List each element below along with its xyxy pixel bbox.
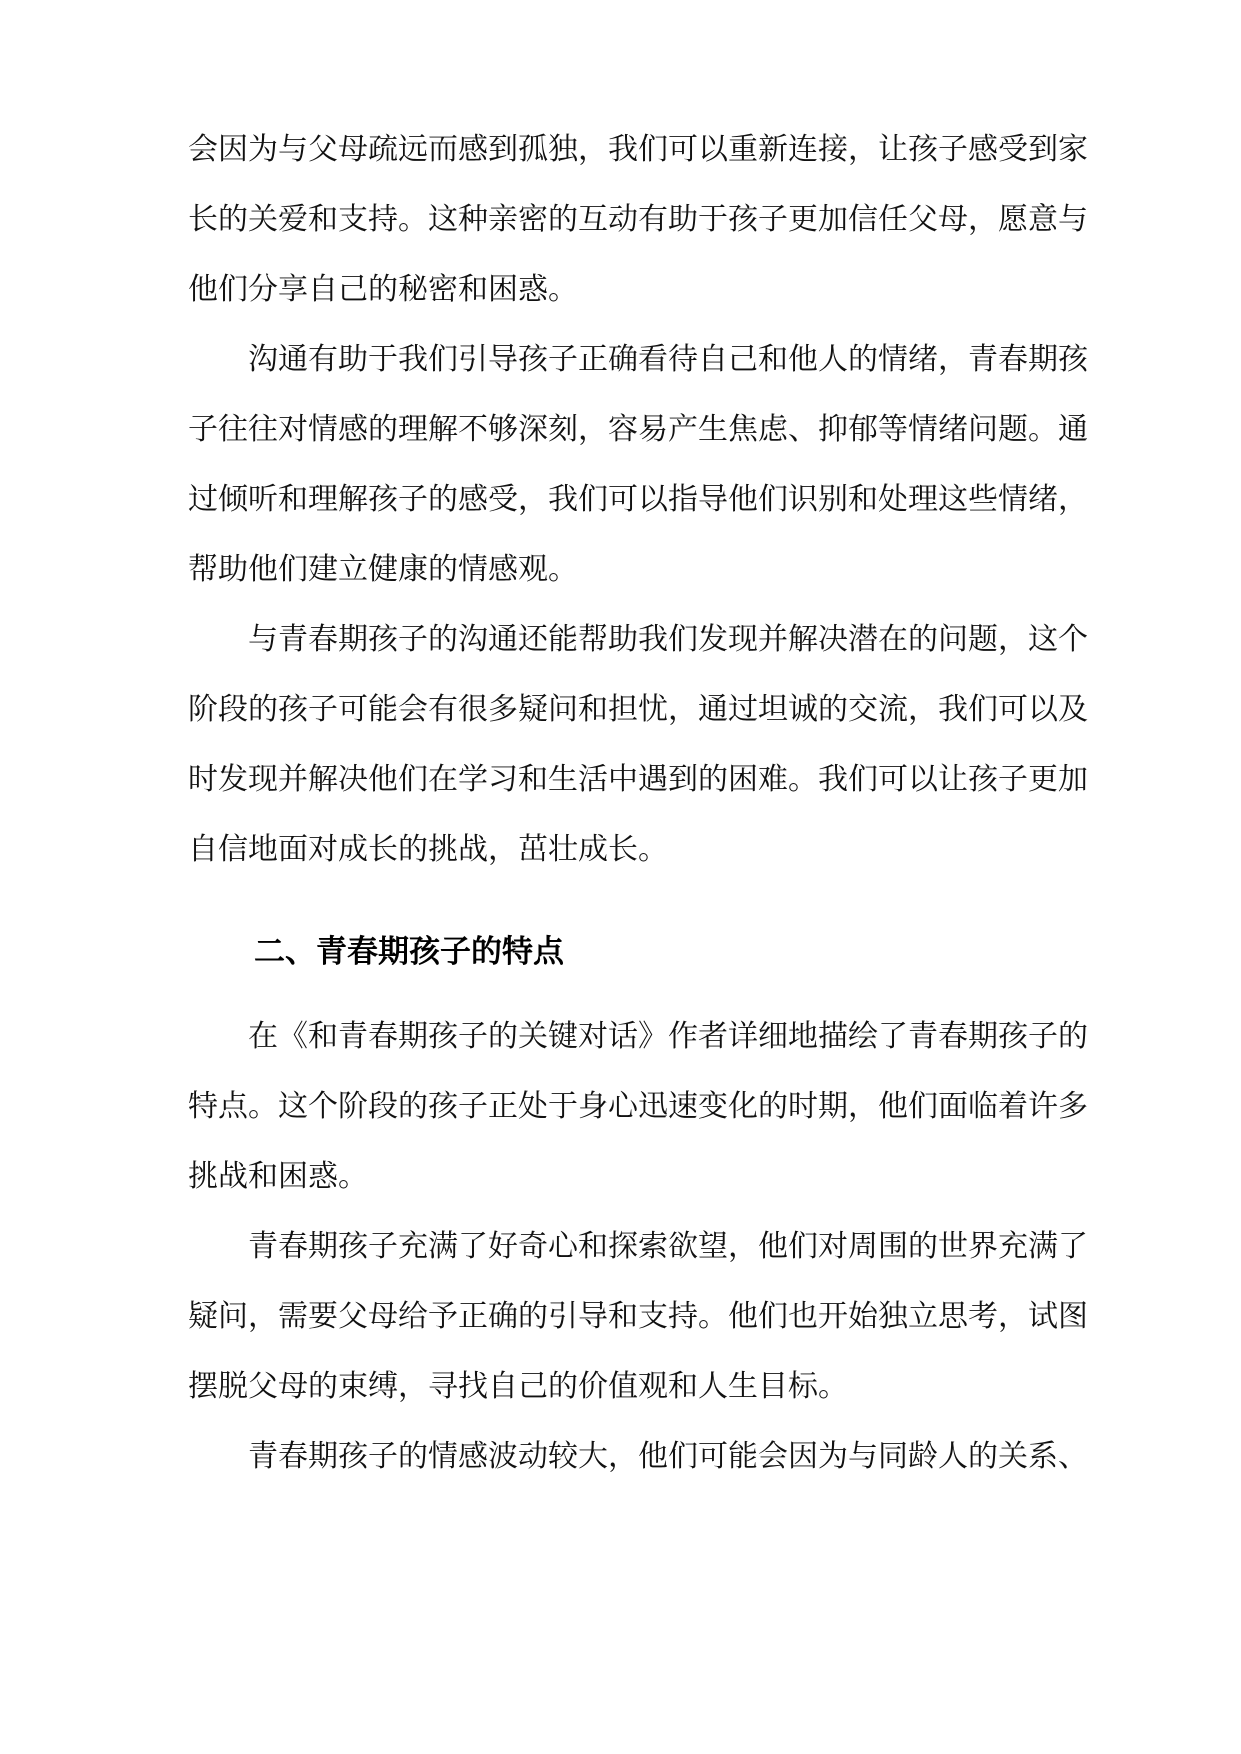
paragraph-line: 帮助他们建立健康的情感观。	[188, 552, 578, 587]
paragraph-line: 青春期孩子的情感波动较大，他们可能会因为与同龄人的关系、	[248, 1439, 1088, 1474]
section-heading: 二、青春期孩子的特点	[254, 934, 564, 970]
paragraph-line: 青春期孩子充满了好奇心和探索欲望，他们对周围的世界充满了	[248, 1229, 1088, 1264]
paragraph-line: 与青春期孩子的沟通还能帮助我们发现并解决潜在的问题，这个	[248, 622, 1088, 657]
paragraph-line: 在《和青春期孩子的关键对话》作者详细地描绘了青春期孩子的	[248, 1019, 1088, 1054]
paragraph-line: 疑问，需要父母给予正确的引导和支持。他们也开始独立思考，试图	[188, 1299, 1088, 1334]
paragraph-line: 阶段的孩子可能会有很多疑问和担忧，通过坦诚的交流，我们可以及	[188, 692, 1088, 727]
paragraph-line: 他们分享自己的秘密和困惑。	[188, 272, 578, 307]
paragraph-line: 时发现并解决他们在学习和生活中遇到的困难。我们可以让孩子更加	[188, 762, 1088, 797]
paragraph-line: 挑战和困惑。	[188, 1159, 368, 1194]
paragraph-line: 子往往对情感的理解不够深刻，容易产生焦虑、抑郁等情绪问题。通	[188, 412, 1088, 447]
paragraph-line: 会因为与父母疏远而感到孤独，我们可以重新连接，让孩子感受到家	[188, 132, 1088, 167]
paragraph-line: 沟通有助于我们引导孩子正确看待自己和他人的情绪，青春期孩	[248, 342, 1088, 377]
paragraph-line: 长的关爱和支持。这种亲密的互动有助于孩子更加信任父母，愿意与	[188, 202, 1088, 237]
paragraph-line: 特点。这个阶段的孩子正处于身心迅速变化的时期，他们面临着许多	[188, 1089, 1088, 1124]
paragraph-line: 过倾听和理解孩子的感受，我们可以指导他们识别和处理这些情绪，	[188, 482, 1088, 517]
paragraph-line: 摆脱父母的束缚，寻找自己的价值观和人生目标。	[188, 1369, 848, 1404]
paragraph-line: 自信地面对成长的挑战，茁壮成长。	[188, 832, 668, 867]
